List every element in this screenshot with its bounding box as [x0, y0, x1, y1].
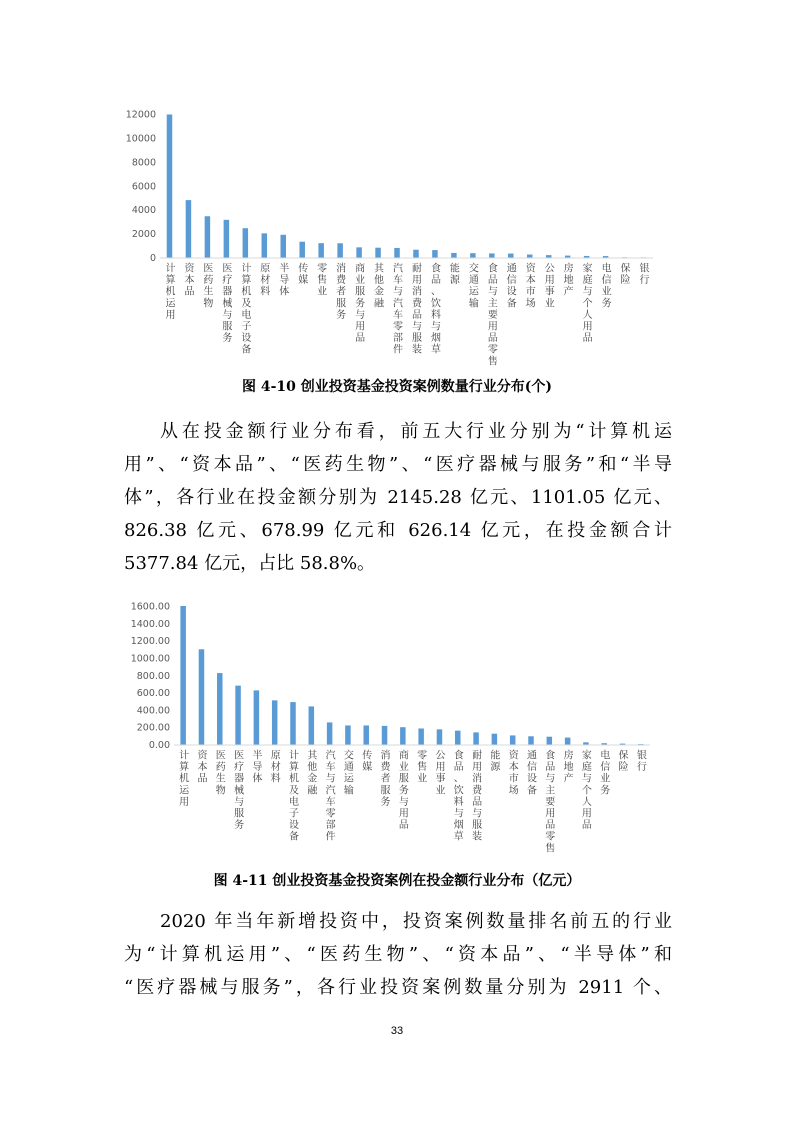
x-tick-label: 食品与主要用品零售 — [545, 750, 556, 855]
bar — [510, 735, 516, 744]
x-tick-label: 计算机运用 — [165, 263, 176, 321]
bar — [437, 729, 443, 744]
bar — [508, 254, 514, 258]
x-tick-label: 银行 — [639, 263, 650, 287]
x-tick-label: 耐用消费品与服装 — [472, 750, 483, 843]
x-tick-label: 零售业 — [317, 263, 328, 298]
x-tick-label: 耐用消费品与服装 — [411, 263, 422, 356]
bar — [473, 732, 479, 744]
x-tick-label: 食品与主要用品零售 — [487, 263, 498, 368]
bar — [254, 690, 260, 744]
paragraph-investment-amount — [124, 415, 672, 580]
y-tick-label: 12000 — [125, 109, 156, 121]
page-number: 33 — [390, 1025, 404, 1037]
bar — [363, 725, 369, 744]
x-tick-label: 商业服务与用品 — [398, 750, 409, 832]
y-tick-label: 1200.00 — [130, 636, 170, 648]
x-tick-label: 通信设备 — [527, 750, 537, 797]
bar — [565, 738, 571, 745]
x-tick-label: 汽车与汽车零部件 — [325, 750, 336, 843]
x-tick-label: 资本品 — [184, 263, 195, 298]
y-tick-label: 8000 — [131, 157, 156, 169]
bar — [186, 200, 192, 257]
x-tick-label: 半导体 — [279, 263, 290, 298]
bar — [451, 253, 457, 258]
bar — [345, 725, 351, 744]
bar — [418, 728, 424, 744]
bar — [281, 235, 287, 258]
y-tick-label: 0.00 — [148, 740, 170, 751]
x-tick-label: 公用事业 — [435, 750, 446, 797]
x-tick-label: 通信设备 — [506, 263, 517, 310]
x-tick-label: 电信业务 — [600, 750, 611, 797]
bar — [224, 220, 230, 258]
y-tick-label: 200.00 — [136, 722, 170, 734]
bar — [327, 722, 333, 744]
paragraph-line: 为“计算机运用”、“医药生物”、“资本品”、“半导体”和 — [124, 944, 672, 965]
bar — [167, 114, 173, 257]
x-tick-label: 能源 — [490, 750, 501, 774]
paragraph-new-investment — [124, 905, 672, 1004]
y-tick-label: 800.00 — [136, 670, 170, 682]
x-tick-label: 能源 — [449, 263, 460, 287]
paragraph-line: 体”，各行业在投金额分别为 2145.28 亿元、1101.05 亿元、 — [124, 487, 672, 508]
x-tick-label: 半导体 — [252, 750, 263, 785]
x-tick-label: 医药生物 — [203, 263, 214, 310]
bar — [489, 253, 495, 257]
bar — [527, 255, 533, 258]
bar — [262, 233, 268, 257]
bar — [492, 734, 498, 745]
bar — [290, 702, 296, 744]
x-tick-label: 其他金融 — [374, 263, 385, 310]
bar — [565, 256, 571, 258]
x-tick-label: 医药生物 — [215, 750, 226, 797]
bar — [382, 726, 388, 745]
bar — [205, 216, 211, 257]
bar — [583, 742, 589, 744]
paragraph-line: 2020 年当年新增投资中，投资案例数量排名前五的行业 — [160, 911, 672, 932]
paragraph-line: 826.38 亿元、678.99 亿元和 626.14 亿元，在投金额合计 — [124, 520, 672, 541]
x-tick-label: 家庭与个人用品 — [582, 263, 593, 345]
y-tick-label: 6000 — [131, 181, 156, 193]
x-tick-label: 零售业 — [417, 750, 428, 785]
x-tick-label: 资本市场 — [508, 750, 519, 797]
x-tick-label: 传媒 — [362, 750, 373, 774]
paragraph-line: 从在投金额行业分布看，前五大行业分别为“计算机运 — [160, 421, 672, 442]
x-tick-label: 医疗器械与服务 — [234, 750, 245, 832]
bar — [394, 248, 400, 258]
bar — [217, 673, 223, 744]
figure-caption-4-11: 图 4-11 创业投资基金投资案例在投金额行业分布（亿元） — [213, 873, 581, 889]
x-tick-label: 房地产 — [563, 263, 574, 298]
x-tick-label: 家庭与个人用品 — [581, 750, 592, 832]
x-tick-label: 原材料 — [270, 750, 281, 785]
bar — [546, 255, 552, 257]
paragraph-line: “医疗器械与服务”，各行业投资案例数量分别为 2911 个、 — [124, 977, 672, 998]
figure-caption-4-10: 图 4-10 创业投资基金投资案例数量行业分布(个) — [241, 379, 553, 395]
bar — [547, 737, 553, 745]
y-tick-label: 2000 — [131, 229, 156, 241]
bar — [235, 686, 241, 745]
bar — [356, 247, 362, 257]
x-tick-label: 银行 — [636, 750, 647, 774]
x-tick-label: 原材料 — [260, 263, 271, 298]
y-tick-label: 600.00 — [136, 688, 170, 700]
y-tick-label: 1600.00 — [130, 601, 170, 613]
bar — [601, 743, 607, 744]
x-tick-label: 计算机及电子设备 — [289, 750, 299, 843]
x-tick-label: 公用事业 — [544, 263, 555, 310]
x-tick-label: 商业服务与用品 — [355, 263, 366, 345]
bar — [199, 649, 205, 744]
x-tick-label: 汽车与汽车零部件 — [393, 263, 404, 356]
x-tick-label: 传媒 — [298, 263, 309, 287]
x-tick-label: 消费者服务 — [380, 750, 391, 808]
bar — [584, 256, 590, 258]
x-tick-label: 资本市场 — [525, 263, 536, 310]
bar — [455, 731, 461, 745]
x-tick-label: 医疗器械与服务 — [222, 263, 233, 345]
bar — [413, 250, 419, 258]
chart-industry-investment-amount — [0, 595, 794, 860]
x-tick-label: 食品、饮料与烟草 — [453, 750, 464, 843]
x-tick-label: 交通运输 — [468, 263, 479, 310]
chart-industry-case-count — [0, 100, 794, 370]
bar — [603, 256, 609, 257]
bar — [400, 727, 406, 744]
y-tick-label: 0 — [149, 253, 156, 264]
bar — [620, 744, 626, 745]
x-tick-label: 其他金融 — [307, 750, 318, 797]
bar — [375, 248, 381, 258]
x-tick-label: 资本品 — [197, 750, 208, 785]
bar — [432, 250, 438, 257]
y-tick-label: 10000 — [125, 133, 156, 145]
bar — [470, 253, 476, 257]
bar — [180, 606, 186, 745]
x-tick-label: 计算机运用 — [179, 750, 190, 808]
bar — [243, 228, 249, 257]
bar — [272, 700, 278, 744]
paragraph-line: 5377.84 亿元，占比 58.8%。 — [124, 553, 376, 574]
bar — [299, 242, 305, 258]
bar — [337, 243, 343, 257]
bar — [528, 736, 534, 744]
x-tick-label: 交通运输 — [343, 750, 354, 797]
x-tick-label: 保险 — [620, 263, 631, 287]
bar — [318, 243, 324, 257]
x-tick-label: 计算机及电子设备 — [241, 263, 252, 356]
x-tick-label: 消费者服务 — [336, 263, 347, 321]
x-tick-label: 房地产 — [563, 750, 574, 785]
x-tick-label: 保险 — [618, 750, 629, 774]
y-tick-label: 1000.00 — [130, 653, 170, 665]
paragraph-line: 用”、“资本品”、“医药生物”、“医疗器械与服务”和“半导 — [124, 454, 672, 475]
y-tick-label: 400.00 — [136, 705, 170, 717]
y-tick-label: 4000 — [131, 205, 156, 217]
bar — [309, 706, 315, 744]
x-tick-label: 电信业务 — [601, 263, 612, 310]
x-tick-label: 食品、饮料与烟草 — [430, 263, 441, 356]
y-tick-label: 1400.00 — [130, 618, 170, 630]
